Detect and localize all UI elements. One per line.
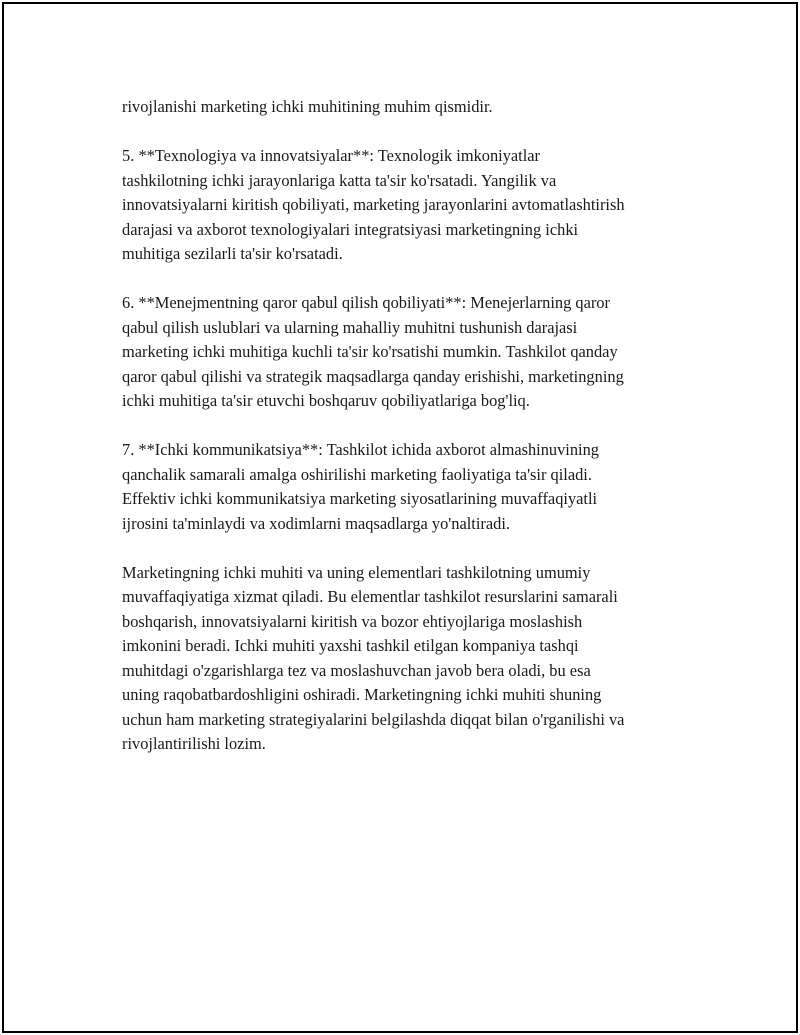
text-line: uchun ham marketing strategiyalarini belgilashda diqqat bilan o'rganilishi va — [122, 709, 625, 729]
text-line: tashkilotning ichki jarayonlariga katta ta'sir ko'rsatadi. Yangilik va — [122, 170, 557, 190]
paragraph-item-7 — [122, 438, 702, 536]
text-line: 5. **Texnologiya va innovatsiyalar**: Texnologik imkoniyatlar — [122, 146, 541, 165]
text-line: muvaffaqiyatiga xizmat qiladi. Bu elementlar tashkilot resurslarini samarali — [122, 587, 618, 606]
text-line: innovatsiyalarni kiritish qobiliyati, marketing jarayonlarini avtomatlashtirish — [122, 195, 625, 214]
text-line: ijrosini ta'minlaydi va xodimlarni maqsadlarga yo'naltiradi. — [122, 513, 510, 533]
text-line: Effektiv ichki kommunikatsiya marketing siyosatlarining muvaffaqiyatli — [122, 489, 598, 508]
page-frame — [2, 2, 798, 1033]
paragraph-item-6 — [122, 291, 702, 414]
text-line: marketing ichki muhitiga kuchli ta'sir ko'rsatishi mumkin. Tashkilot qanday — [122, 342, 618, 361]
text-line: qaror qabul qilishi va strategik maqsadlarga qanday erishishi, marketingning — [122, 366, 624, 386]
text-line: imkonini beradi. Ichki muhiti yaxshi tashkil etilgan kompaniya tashqi — [122, 636, 579, 655]
text-line: 7. **Ichki kommunikatsiya**: Tashkilot ichida axborot almashinuvining — [122, 440, 600, 459]
text-line: ichki muhitiga ta'sir etuvchi boshqaruv qobiliyatlariga bog'liq. — [122, 391, 530, 410]
text-line: 6. **Menejmentning qaror qabul qilish qobiliyati**: Menejerlarning qaror — [122, 293, 610, 312]
text-line: muhitiga sezilarli ta'sir ko'rsatadi. — [122, 244, 343, 263]
paragraph-conclusion — [122, 561, 702, 757]
paragraph-continuation — [122, 95, 702, 120]
paragraph-item-5 — [122, 144, 702, 267]
text-line: qabul qilish uslublari va ularning mahalliy muhitni tushunish darajasi — [122, 317, 578, 337]
document-body — [122, 95, 702, 781]
text-line: uning raqobatbardoshligini oshiradi. Marketingning ichki muhiti shuning — [122, 685, 602, 704]
text-line: boshqarish, innovatsiyalarni kiritish va bozor ehtiyojlariga moslashish — [122, 611, 583, 631]
text-line: Marketingning ichki muhiti va uning elementlari tashkilotning umumiy — [122, 562, 591, 582]
text-line: muhitdagi o'zgarishlarga tez va moslashuvchan javob bera oladi, bu esa — [122, 660, 591, 680]
text-line: qanchalik samarali amalga oshirilishi marketing faoliyatiga ta'sir qiladi. — [122, 464, 592, 484]
text-line: darajasi va axborot texnologiyalari integratsiyasi marketingning ichki — [122, 219, 579, 239]
text-line: rivojlantirilishi lozim. — [122, 734, 266, 753]
text-line: rivojlanishi marketing ichki muhitining muhim qismidir. — [122, 97, 493, 116]
